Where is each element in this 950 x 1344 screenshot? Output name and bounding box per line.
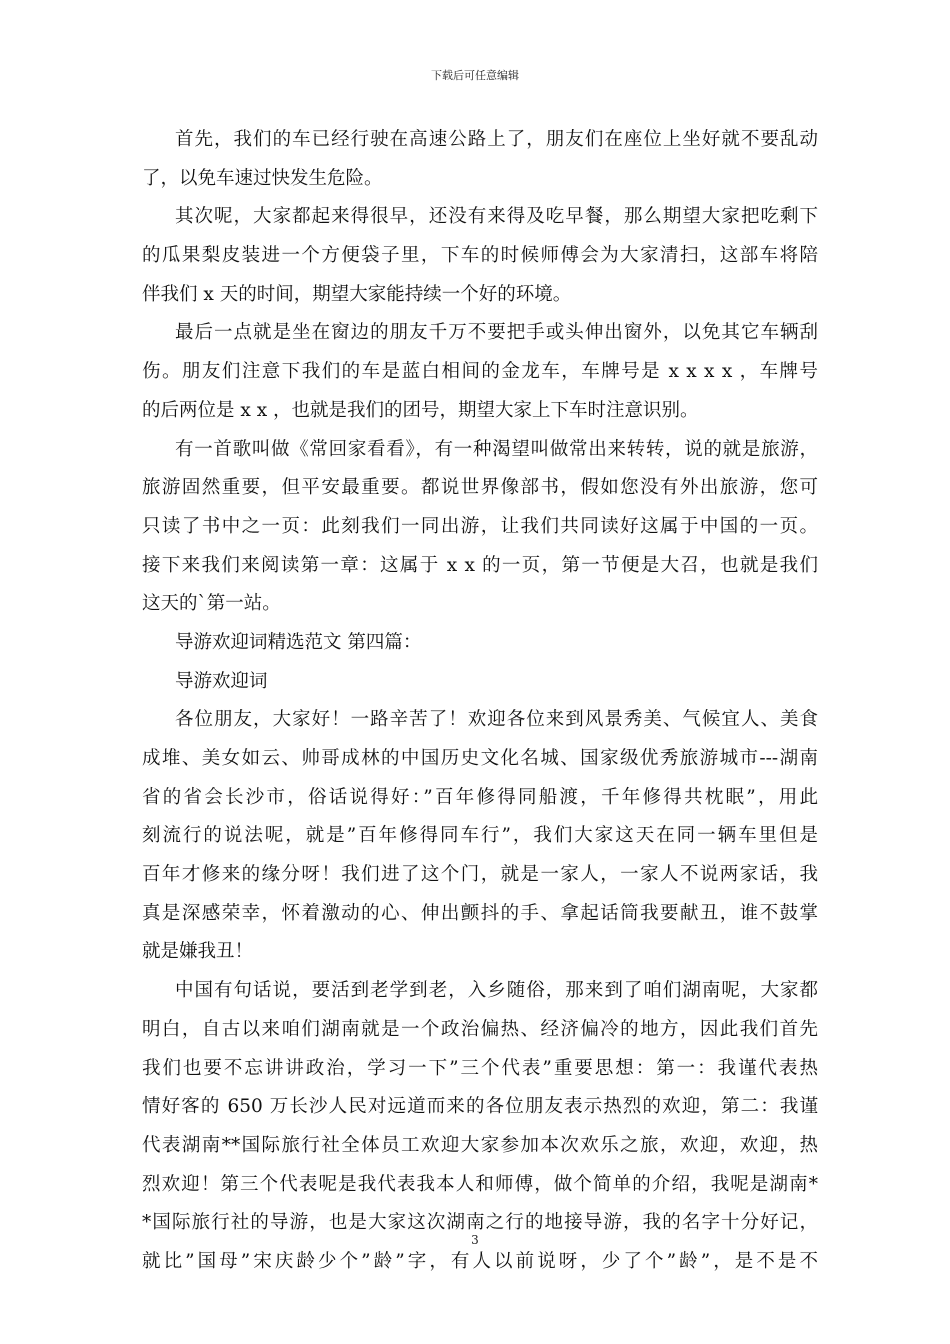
paragraph-line: *国际旅行社的导游，也是大家这次湖南之行的地接导游，我的名字十分好记， [142, 1212, 818, 1234]
paragraph-line: 代表湖南**国际旅行社全体员工欢迎大家参加本次欢乐之旅，欢迎，欢迎，热 [142, 1134, 818, 1156]
paragraph-line: 最后一点就是坐在窗边的朋友千万不要把手或头伸出窗外，以免其它车辆刮 [175, 322, 818, 344]
paragraph-line: 接下来我们来阅读第一章：这属于 x x 的一页，第一节便是大召，也就是我们 [142, 554, 818, 576]
section-heading: 导游欢迎词精选范文 第四篇： [175, 631, 422, 653]
paragraph-line: 的后两位是 x x ，也就是我们的团号，期望大家上下车时注意识别。 [142, 399, 699, 421]
paragraph-line: 伤。朋友们注意下我们的车是蓝白相间的金龙车，车牌号是 x x x x ，车牌号 [142, 361, 818, 383]
paragraph-line: 我们也要不忘讲讲政治，学习一下”三个代表”重要思想：第一：我谨代表热 [142, 1057, 818, 1079]
page-number: 3 [471, 1233, 479, 1247]
paragraph-line: 烈欢迎！第三个代表呢是我代表我本人和师傅，做个简单的介绍，我呢是湖南* [142, 1173, 818, 1195]
paragraph-line: 首先，我们的车已经行驶在高速公路上了，朋友们在座位上坐好就不要乱动 [175, 129, 818, 150]
paragraph-line: 情好客的 650 万长沙人民对远道而来的各位朋友表示热烈的欢迎，第二：我谨 [142, 1096, 818, 1118]
paragraph-line: 了，以免车速过快发生危险。 [142, 167, 383, 189]
paragraph-line: 省的省会长沙市，俗话说得好：”百年修得同船渡，千年修得共枕眠”，用此 [142, 786, 818, 808]
paragraph-line: 就比”国母”宋庆龄少个”龄”字，有人以前说呀，少了个”龄”，是不是不 [142, 1250, 818, 1272]
section-subheading: 导游欢迎词 [175, 670, 268, 692]
paragraph-line: 就是嫌我丑！ [142, 941, 254, 963]
paragraph-line: 旅游固然重要，但平安最重要。都说世界像部书，假如您没有外出旅游，您可 [142, 477, 818, 499]
paragraph-line: 这天的`第一站。 [142, 593, 281, 615]
page-header: 下载后可任意编辑 [431, 69, 519, 82]
paragraph-line: 明白，自古以来咱们湖南就是一个政治偏热、经济偏冷的地方，因此我们首先 [142, 1018, 818, 1040]
paragraph-line: 百年才修来的缘分呀！我们进了这个门，就是一家人，一家人不说两家话，我 [142, 864, 818, 886]
paragraph-line: 伴我们 x 天的时间，期望大家能持续一个好的环境。 [142, 283, 572, 305]
paragraph-line: 只读了书中之一页：此刻我们一同出游，让我们共同读好这属于中国的一页。 [142, 515, 818, 537]
paragraph-line: 的瓜果梨皮装进一个方便袋子里，下车的时候师傅会为大家清扫，这部车将陪 [142, 245, 818, 267]
paragraph-line: 各位朋友，大家好！一路辛苦了！欢迎各位来到风景秀美、气候宜人、美食 [175, 709, 818, 731]
paragraph-line: 真是深感荣幸，怀着激动的心、伸出颤抖的手、拿起话筒我要献丑，谁不鼓掌 [142, 902, 818, 924]
paragraph-line: 有一首歌叫做《常回家看看》，有一种渴望叫做常出来转转，说的就是旅游， [175, 438, 818, 460]
paragraph-line: 刻流行的说法呢，就是”百年修得同车行”，我们大家这天在同一辆车里但是 [142, 825, 818, 847]
document-body [142, 121, 818, 1282]
paragraph-line: 中国有句话说，要活到老学到老，入乡随俗，那来到了咱们湖南呢，大家都 [175, 980, 818, 1002]
paragraph-line: 成堆、美女如云、帅哥成林的中国历史文化名城、国家级优秀旅游城市---湖南 [142, 748, 818, 769]
paragraph-line: 其次呢，大家都起来得很早，还没有来得及吃早餐，那么期望大家把吃剩下 [175, 206, 818, 228]
